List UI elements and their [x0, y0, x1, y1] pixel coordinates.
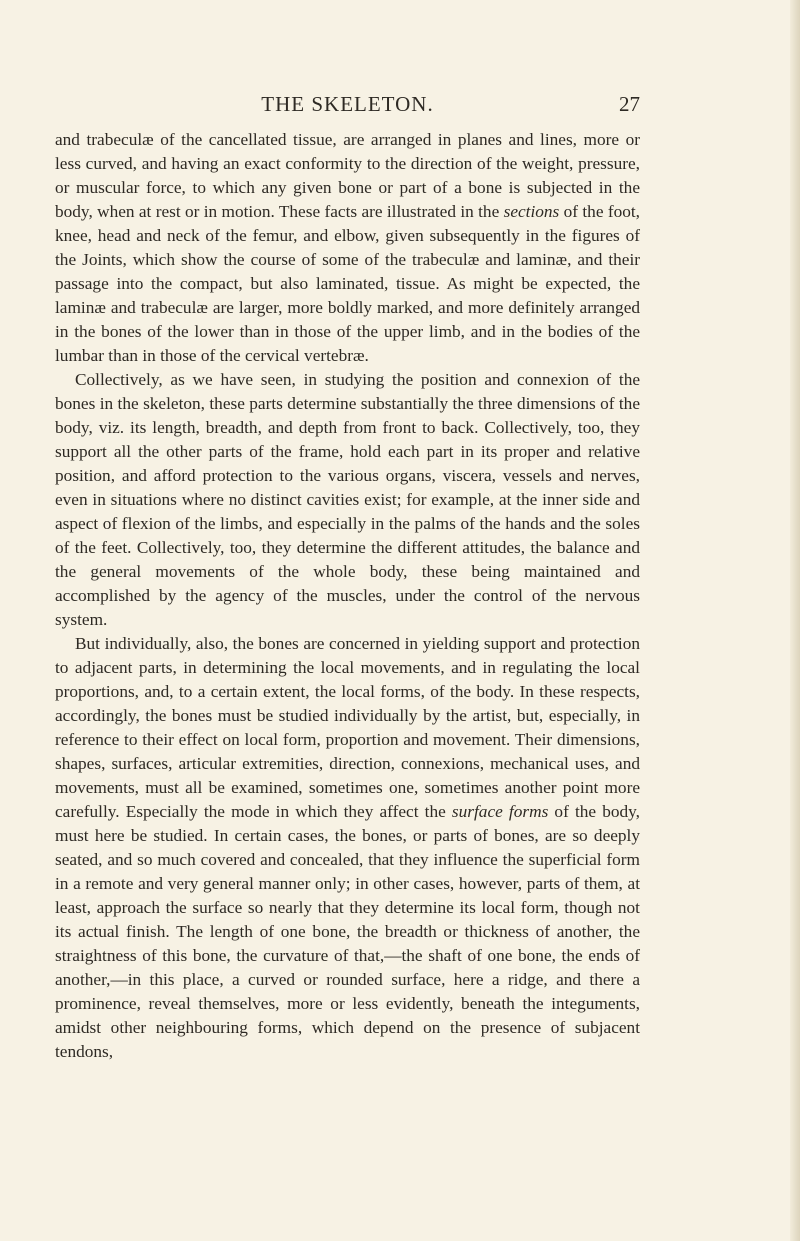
paragraph-2-text: Collectively, as we have seen, in studying the position and connexion of the bones in the skeleton, these parts determine substantially the three dimensions of the body, viz. its length, breadth, and depth from front to back. Collectively, too, they support all the other parts of the frame, hold each part in its proper and relative position, and afford protection to the various organs, viscera, vessels and nerves, even in situations where no distinct cavities exist; for example, at the inner side and aspect of flexion of the limbs, and especially in the palms of the hands and the soles of the feet. Collectively, too, they determine the different attitudes, the balance and the general movements of the whole body, these being maintained and accomplished by the agency of the muscles, under the control of the nervous system. [55, 370, 640, 629]
italic-surface-forms: surface forms [451, 802, 549, 821]
paragraph-2 [55, 368, 640, 632]
paragraph-1-text-a: and trabeculæ of the cancellated tissue, are arranged in planes and lines, more or less curved, and having an exact conformity to the direction of the weight, pressure, or muscular force, to which any given bone or part of a bone is subjected in the body, when at rest or in motion. These facts are illustrated in the [55, 130, 640, 221]
paragraph-3 [55, 632, 640, 1064]
paragraph-3-text-b: of the body, must here be studied. In certain cases, the bones, or parts of bones, are so deeply seated, and so much covered and concealed, that they influence the superficial form in a remote and very general manner only; in other cases, however, parts of them, at least, approach the surface so nearly that they determine its local form, though not its actual finish. The length of one bone, the breadth or thickness of another, the straightness of this bone, the curvature of that,—the shaft of one bone, the ends of another,—in this place, a curved or rounded surface, here a ridge, and there a prominence, reveal themselves, more or less evidently, beneath the integuments, amidst other neighbouring forms, which depend on the presence of subjacent tendons, [55, 802, 640, 1061]
paragraph-3-text-a: But individually, also, the bones are concerned in yielding support and protection to adjacent parts, in determining the local movements, and in regulating the local proportions, and, to a certain extent, the local forms, of the body. In these respects, accordingly, the bones must be studied individually by the artist, but, especially, in reference to their effect on local form, proportion and movement. Their dimensions, shapes, surfaces, articular extremities, direction, connexions, mechanical uses, and movements, must all be examined, sometimes one, sometimes another point more carefully. Especially the mode in which they affect the [55, 634, 640, 821]
running-title: THE SKELETON. [261, 92, 434, 116]
page-number: 27 [619, 92, 640, 116]
italic-sections: sections [503, 202, 560, 221]
body-text [55, 128, 640, 1064]
paragraph-1-text-b: of the foot, knee, head and neck of the femur, and elbow, given subsequently in the figures of the Joints, which show the course of some of the trabeculæ and laminæ, and their passage into the compact, but also laminated, tissue. As might be expected, the laminæ and trabeculæ are larger, more boldly marked, and more definitely arranged in the bones of the lower than in those of the upper limb, and in the bodies of the lumbar than in those of the cervical vertebræ. [55, 202, 640, 365]
page-header [55, 92, 640, 118]
paragraph-1 [55, 128, 640, 368]
page-edge-shadow [790, 0, 800, 1241]
